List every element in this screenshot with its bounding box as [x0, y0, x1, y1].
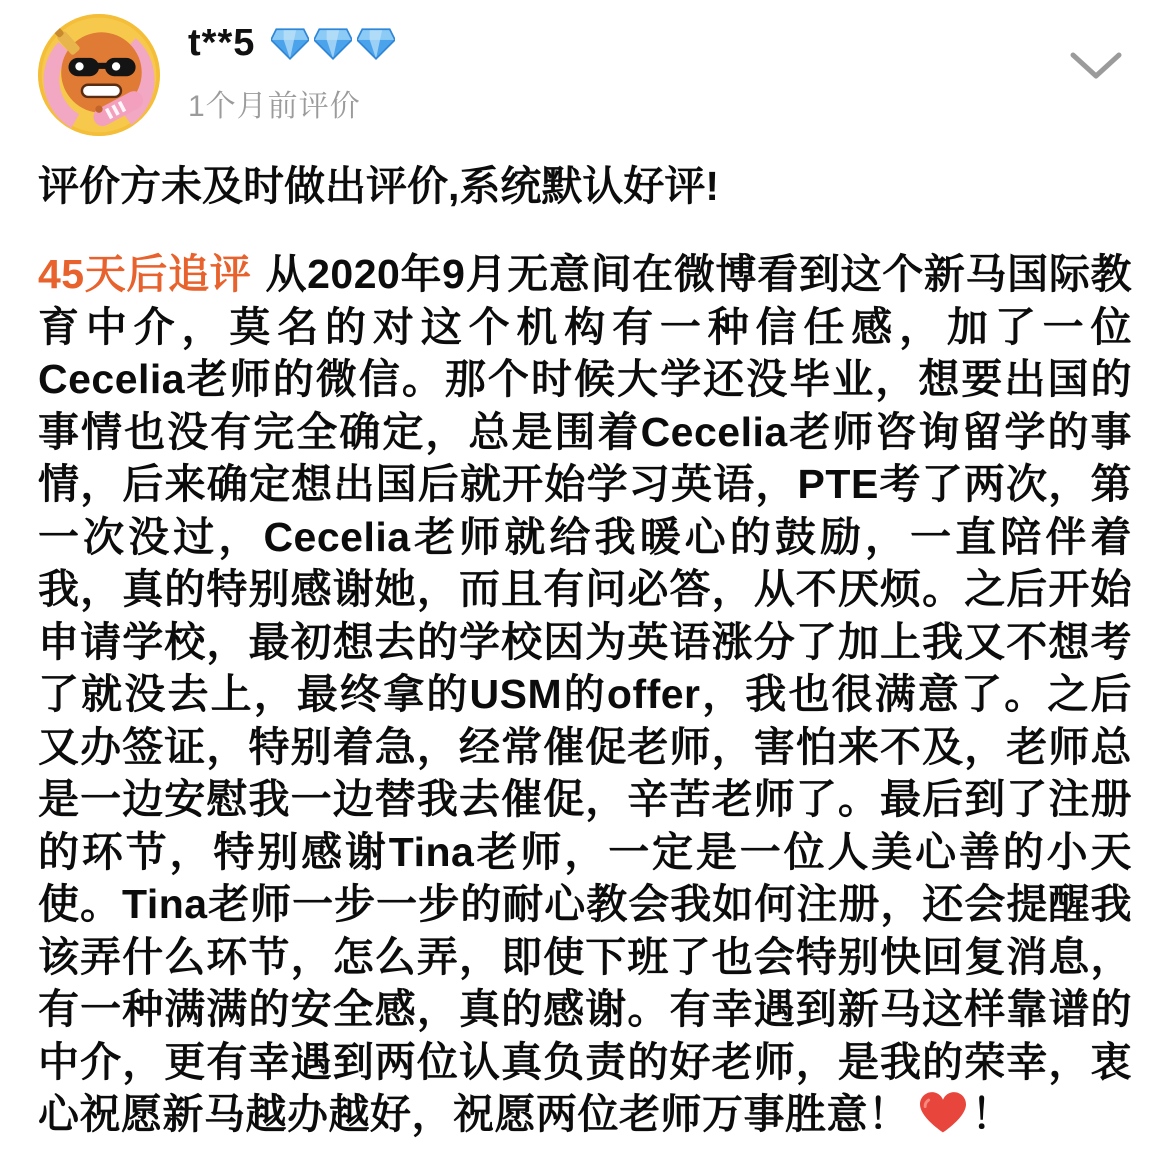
- diamond-icon: [314, 27, 352, 61]
- review-body: [38, 160, 1132, 1141]
- review-time: 1个月前评价: [188, 90, 361, 123]
- followup-label: 45天后追评: [38, 251, 252, 297]
- vip-diamonds: [271, 27, 395, 61]
- diamond-icon: [357, 27, 395, 61]
- red-heart-icon: [920, 1092, 966, 1134]
- default-review-text: 评价方未及时做出评价,系统默认好评!: [38, 163, 720, 209]
- user-avatar: [38, 14, 160, 136]
- diamond-icon: [271, 27, 309, 61]
- followup-review: [38, 248, 1132, 1141]
- followup-text: 从2020年9月无意间在微博看到这个新马国际教育中介，莫名的对这个机构有一种信任感，加了一位Cecelia老师的微信。那个时候大学还没毕业，想要出国的事情也没有完全确定，总是围着Cecelia老师咨询留学的事情，后来确定想出国后就开始学习英语，PTE考了两次，第一次没过，Cecelia老师就给我暖心的鼓励，一直陪伴着我，真的特别感谢她，而且有问必答，从不厌烦。之后开始申请学校，最初想去的学校因为英语涨分了加上我又不想考了就没去上，最终拿的USM的offer，我也很满意了。之后又办签证，特别着急，经常催促老师，害怕来不及，老师总是一边安慰我一边替我去催促，辛苦老师了。最后到了注册的环节，特别感谢Tina老师，一定是一位人美心善的小天使。Tina老师一步一步的耐心教会我如何注册，还会提醒我该弄什么环节，怎么弄，即使下班了也会特别快回复消息，有一种满满的安全感，真的感谢。有幸遇到新马这样靠谱的中介，更有幸遇到两位认真负责的好老师，是我的荣幸，衷心祝愿新马越办越好，祝愿两位老师万事胜意！: [38, 251, 1132, 1137]
- trailing-exclamation: ！: [971, 1091, 1013, 1137]
- username: t**5: [188, 22, 256, 64]
- user-meta: [188, 14, 395, 125]
- review-header: [38, 14, 1132, 140]
- chevron-down-icon[interactable]: [1070, 52, 1122, 82]
